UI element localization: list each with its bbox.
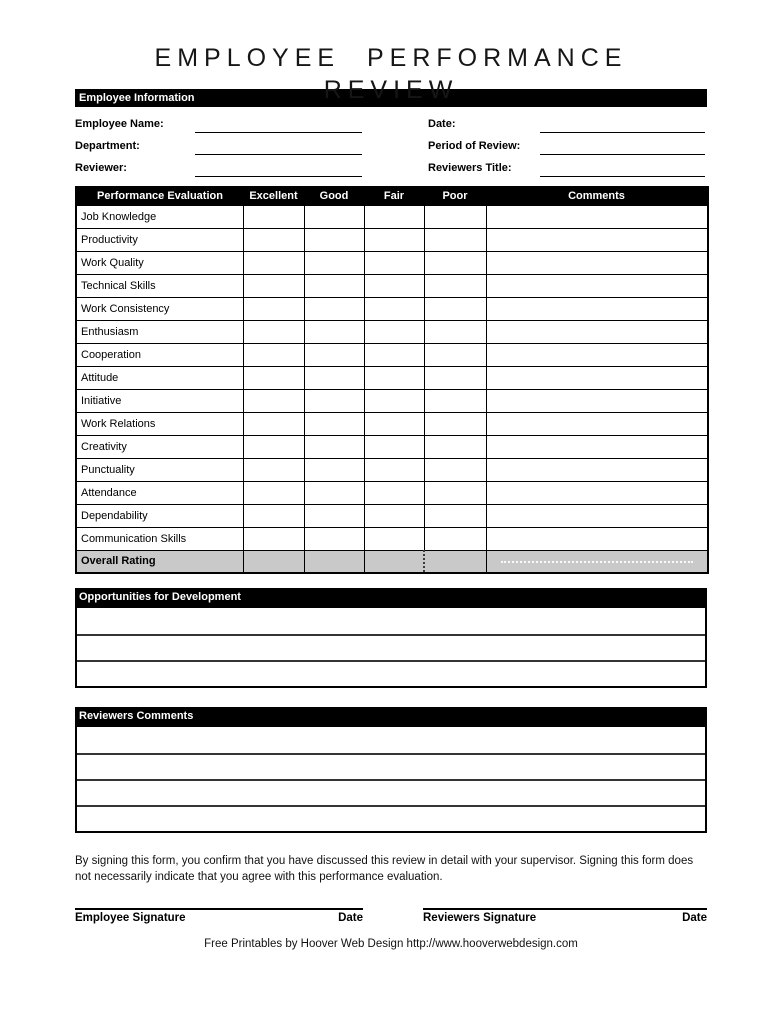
- row-label: Cooperation: [76, 343, 243, 366]
- rating-cell-poor[interactable]: [424, 366, 486, 389]
- row-label: Work Quality: [76, 251, 243, 274]
- period-of-review-field[interactable]: [540, 137, 705, 155]
- rating-cell-fair[interactable]: [364, 366, 424, 389]
- rating-cell-good[interactable]: [304, 343, 364, 366]
- rating-cell-excellent[interactable]: [243, 320, 304, 343]
- evaluation-row: [76, 205, 708, 228]
- rating-cell-good[interactable]: [304, 504, 364, 527]
- row-label: Work Consistency: [76, 297, 243, 320]
- row-label: Initiative: [76, 389, 243, 412]
- reviewer-label: Reviewer:: [75, 162, 127, 174]
- rating-cell-excellent[interactable]: [243, 481, 304, 504]
- comment-cell[interactable]: [486, 343, 708, 366]
- comment-cell[interactable]: [486, 274, 708, 297]
- reviewers-comments-section-bar: [75, 707, 707, 725]
- rating-cell-fair[interactable]: [364, 412, 424, 435]
- reviewers-comments-section-title: Reviewers Comments: [79, 710, 194, 722]
- rating-cell-good[interactable]: [304, 527, 364, 550]
- rating-cell-excellent[interactable]: [243, 412, 304, 435]
- rating-cell-excellent[interactable]: [243, 435, 304, 458]
- period-of-review-label: Period of Review:: [428, 140, 521, 152]
- opportunities-section-bar: [75, 588, 707, 606]
- evaluation-table-header: [76, 187, 708, 205]
- employee-name-label: Employee Name:: [75, 118, 164, 130]
- rating-cell-good[interactable]: [304, 251, 364, 274]
- evaluation-row: [76, 274, 708, 297]
- evaluation-row: [76, 504, 708, 527]
- row-label: Attitude: [76, 366, 243, 389]
- reviewer-field[interactable]: [195, 159, 362, 177]
- row-label: Enthusiasm: [76, 320, 243, 343]
- rating-cell-poor[interactable]: [424, 343, 486, 366]
- row-label: Communication Skills: [76, 527, 243, 550]
- rating-cell-excellent[interactable]: [243, 550, 304, 573]
- rating-cell-good[interactable]: [304, 458, 364, 481]
- evaluation-row: [76, 366, 708, 389]
- date-label: Date:: [428, 118, 456, 130]
- date-field[interactable]: [540, 115, 705, 133]
- reviewers-title-field[interactable]: [540, 159, 705, 177]
- header-poor: Poor: [424, 187, 486, 205]
- row-label: Creativity: [76, 435, 243, 458]
- rating-cell-fair[interactable]: [364, 343, 424, 366]
- rating-cell-good[interactable]: [304, 320, 364, 343]
- rating-cell-excellent[interactable]: [243, 297, 304, 320]
- row-label: Productivity: [76, 228, 243, 251]
- blank-writing-row[interactable]: [77, 805, 705, 831]
- rating-cell-fair[interactable]: [364, 504, 424, 527]
- rating-cell-fair[interactable]: [364, 274, 424, 297]
- info-row: [75, 111, 707, 133]
- rating-cell-fair[interactable]: [364, 481, 424, 504]
- row-label: Work Relations: [76, 412, 243, 435]
- header-performance-evaluation: Performance Evaluation: [76, 187, 243, 205]
- department-field[interactable]: [195, 137, 362, 155]
- rating-cell-excellent[interactable]: [243, 251, 304, 274]
- evaluation-row: [76, 343, 708, 366]
- rating-cell-poor[interactable]: [424, 458, 486, 481]
- credits-footer: Free Printables by Hoover Web Design http://www.hooverwebdesign.com: [204, 938, 578, 951]
- rating-cell-excellent[interactable]: [243, 228, 304, 251]
- rating-cell-poor[interactable]: [424, 274, 486, 297]
- overall-rating-row: [76, 550, 708, 573]
- rating-cell-good[interactable]: [304, 274, 364, 297]
- comment-cell[interactable]: [486, 458, 708, 481]
- blank-writing-row[interactable]: [77, 753, 705, 779]
- employee-info-section-title: Employee Information: [79, 92, 195, 104]
- comment-cell[interactable]: [486, 481, 708, 504]
- evaluation-row: [76, 435, 708, 458]
- info-row: [75, 155, 707, 177]
- rating-cell-fair[interactable]: [364, 297, 424, 320]
- rating-cell-good[interactable]: [304, 435, 364, 458]
- rating-cell-fair[interactable]: [364, 458, 424, 481]
- row-label: Attendance: [76, 481, 243, 504]
- rating-cell-poor[interactable]: [424, 412, 486, 435]
- rating-cell-excellent[interactable]: [243, 504, 304, 527]
- rating-cell-fair[interactable]: [364, 550, 424, 573]
- blank-writing-row[interactable]: [77, 634, 705, 660]
- evaluation-table-body: [76, 205, 708, 550]
- evaluation-row: [76, 297, 708, 320]
- row-label: Dependability: [76, 504, 243, 527]
- evaluation-row: [76, 481, 708, 504]
- rating-cell-good[interactable]: [304, 366, 364, 389]
- rating-cell-poor[interactable]: [424, 205, 486, 228]
- comment-cell[interactable]: [486, 251, 708, 274]
- reviewers-comments-writing-area: [75, 725, 707, 833]
- info-row: [75, 133, 707, 155]
- reviewers-title-label: Reviewers Title:: [428, 162, 512, 174]
- evaluation-row: [76, 320, 708, 343]
- row-label: Technical Skills: [76, 274, 243, 297]
- blank-writing-row[interactable]: [77, 727, 705, 753]
- opportunities-writing-area: [75, 606, 707, 688]
- employee-signature-date-label: Date: [338, 912, 363, 925]
- rating-cell-excellent[interactable]: [243, 389, 304, 412]
- rating-cell-good[interactable]: [304, 228, 364, 251]
- overall-rating-label: Overall Rating: [76, 550, 243, 573]
- rating-cell-poor[interactable]: [424, 320, 486, 343]
- rating-cell-good[interactable]: [304, 389, 364, 412]
- rating-cell-poor[interactable]: [424, 435, 486, 458]
- rating-cell-fair[interactable]: [364, 320, 424, 343]
- evaluation-row: [76, 228, 708, 251]
- evaluation-table: [75, 186, 709, 574]
- signing-note: By signing this form, you confirm that you have discussed this review in detail with your supervisor. Signing this form does not necessarily indicate that you agree with this performance evaluation.: [75, 855, 694, 884]
- reviewer-signature-date-label: Date: [682, 912, 707, 925]
- header-fair: Fair: [364, 187, 424, 205]
- rating-cell-fair[interactable]: [364, 389, 424, 412]
- rating-cell-good[interactable]: [304, 481, 364, 504]
- rating-cell-poor[interactable]: [424, 550, 486, 573]
- rating-cell-poor[interactable]: [424, 228, 486, 251]
- comment-cell[interactable]: [486, 504, 708, 527]
- evaluation-row: [76, 458, 708, 481]
- comment-cell[interactable]: [486, 205, 708, 228]
- rating-cell-excellent[interactable]: [243, 527, 304, 550]
- comment-cell[interactable]: [486, 228, 708, 251]
- rating-cell-excellent[interactable]: [243, 458, 304, 481]
- signature-section: [75, 908, 707, 924]
- rating-cell-good[interactable]: [304, 205, 364, 228]
- rating-cell-good[interactable]: [304, 297, 364, 320]
- row-label: Job Knowledge: [76, 205, 243, 228]
- evaluation-table-summary: [76, 550, 708, 573]
- evaluation-row: [76, 389, 708, 412]
- rating-cell-good[interactable]: [304, 412, 364, 435]
- rating-cell-fair[interactable]: [364, 205, 424, 228]
- page-title: EMPLOYEE PERFORMANCE REVIEW: [154, 44, 628, 104]
- evaluation-row: [76, 251, 708, 274]
- evaluation-row: [76, 412, 708, 435]
- comment-cell[interactable]: [486, 412, 708, 435]
- rating-cell-excellent[interactable]: [243, 343, 304, 366]
- comment-cell[interactable]: [486, 389, 708, 412]
- rating-cell-excellent[interactable]: [243, 205, 304, 228]
- header-excellent: Excellent: [243, 187, 304, 205]
- comment-cell[interactable]: [486, 320, 708, 343]
- employee-name-field[interactable]: [195, 115, 362, 133]
- comment-cell[interactable]: [486, 366, 708, 389]
- employee-signature-group: [75, 908, 363, 924]
- row-label: Punctuality: [76, 458, 243, 481]
- evaluation-row: [76, 527, 708, 550]
- rating-cell-poor[interactable]: [424, 527, 486, 550]
- rating-cell-excellent[interactable]: [243, 274, 304, 297]
- comment-cell[interactable]: [486, 435, 708, 458]
- department-label: Department:: [75, 140, 140, 152]
- rating-cell-poor[interactable]: [424, 481, 486, 504]
- rating-cell-fair[interactable]: [364, 527, 424, 550]
- employee-info-section: [75, 107, 707, 177]
- blank-writing-row[interactable]: [77, 779, 705, 805]
- header-comments: Comments: [486, 187, 708, 205]
- employee-signature-label: Employee Signature: [75, 912, 186, 925]
- reviewer-signature-label: Reviewers Signature: [423, 912, 537, 925]
- rating-cell-fair[interactable]: [364, 251, 424, 274]
- rating-cell-poor[interactable]: [424, 297, 486, 320]
- rating-cell-poor[interactable]: [424, 389, 486, 412]
- comment-cell[interactable]: [486, 527, 708, 550]
- header-good: Good: [304, 187, 364, 205]
- dotted-leader: [501, 561, 694, 563]
- blank-writing-row[interactable]: [77, 660, 705, 686]
- opportunities-section-title: Opportunities for Development: [79, 591, 241, 603]
- rating-cell-fair[interactable]: [364, 435, 424, 458]
- comment-cell[interactable]: [486, 550, 708, 573]
- reviewer-signature-group: [423, 908, 707, 924]
- rating-cell-poor[interactable]: [424, 504, 486, 527]
- rating-cell-fair[interactable]: [364, 228, 424, 251]
- rating-cell-excellent[interactable]: [243, 366, 304, 389]
- comment-cell[interactable]: [486, 297, 708, 320]
- blank-writing-row[interactable]: [77, 608, 705, 634]
- rating-cell-good[interactable]: [304, 550, 364, 573]
- rating-cell-poor[interactable]: [424, 251, 486, 274]
